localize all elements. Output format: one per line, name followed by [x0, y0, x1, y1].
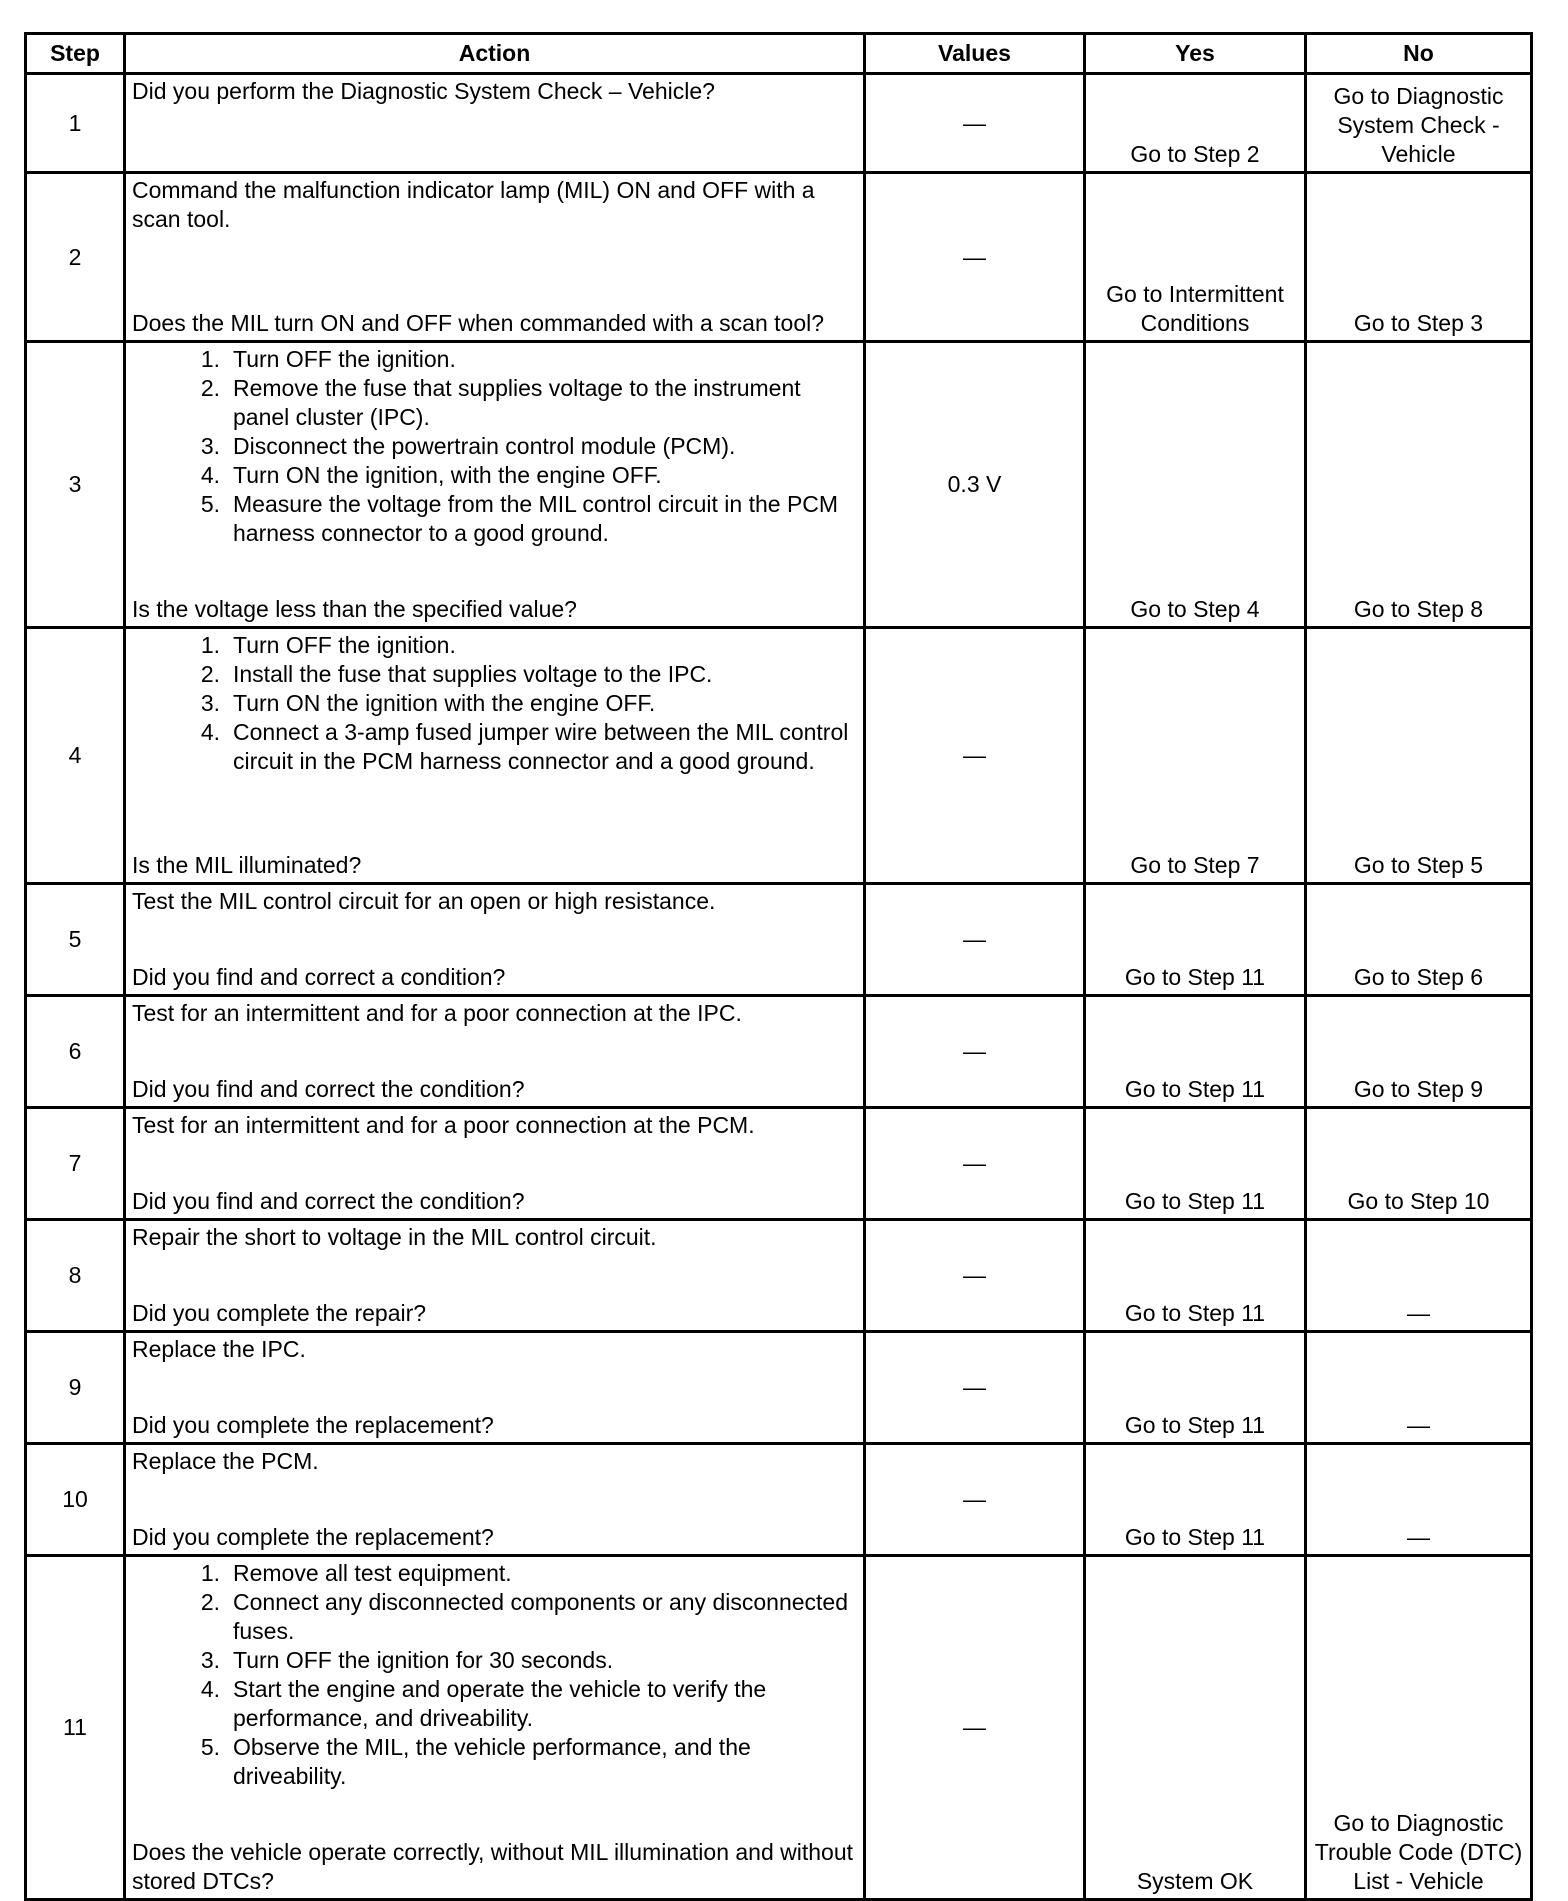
yes-cell: Go to Step 11: [1085, 1444, 1306, 1556]
yes-cell: Go to Step 11: [1085, 1108, 1306, 1220]
value-cell: —: [865, 74, 1085, 173]
no-cell: Go to Step 6: [1306, 884, 1532, 996]
action-intro: Repair the short to voltage in the MIL control circuit.: [132, 1224, 657, 1250]
value-cell: —: [865, 1220, 1085, 1332]
value-cell: —: [865, 1332, 1085, 1444]
no-cell: —: [1306, 1444, 1532, 1556]
procedure-list: [132, 1559, 859, 1791]
step-number: 8: [26, 1220, 125, 1332]
action-intro: Did you perform the Diagnostic System Check – Vehicle?: [132, 78, 715, 104]
action-question: Did you find and correct the condition?: [132, 1188, 525, 1214]
step-number: 1: [26, 74, 125, 173]
yes-cell: Go to Step 2: [1085, 74, 1306, 173]
table-row: [26, 342, 1532, 628]
action-question: Is the MIL illuminated?: [132, 852, 362, 878]
step-number: 2: [26, 173, 125, 342]
no-cell: Go to Step 9: [1306, 996, 1532, 1108]
action-question: Does the vehicle operate correctly, without MIL illumination and without stored DTCs?: [132, 1839, 854, 1894]
procedure-item: 3. Disconnect the powertrain control module (PCM).: [200, 433, 736, 459]
no-cell: Go to Step 8: [1306, 342, 1532, 628]
table-row: [26, 74, 1532, 173]
table-row: [26, 1444, 1532, 1556]
procedure-item: 4. Connect a 3-amp fused jumper wire between the MIL control circuit in the PCM harness connector and a good ground.: [200, 719, 849, 774]
diagnostic-table: [24, 32, 1533, 1901]
value-cell: —: [865, 1556, 1085, 1900]
action-question: Did you find and correct a condition?: [132, 964, 506, 990]
step-number: 5: [26, 884, 125, 996]
yes-cell: Go to Step 11: [1085, 884, 1306, 996]
value-cell: —: [865, 1444, 1085, 1556]
procedure-list: [132, 345, 859, 548]
action-cell: [125, 342, 865, 628]
action-intro: Command the malfunction indicator lamp (MIL) ON and OFF with a scan tool.: [132, 177, 815, 232]
no-cell: Go to Diagnostic Trouble Code (DTC) List - Vehicle: [1306, 1556, 1532, 1900]
action-cell: [125, 996, 865, 1108]
header-values: Values: [865, 34, 1085, 74]
step-number: 3: [26, 342, 125, 628]
header-step: Step: [26, 34, 125, 74]
action-intro: Replace the IPC.: [132, 1336, 306, 1362]
no-cell: Go to Step 3: [1306, 173, 1532, 342]
no-cell: Go to Step 5: [1306, 628, 1532, 884]
action-cell: [125, 1444, 865, 1556]
value-cell: —: [865, 628, 1085, 884]
value-cell: —: [865, 884, 1085, 996]
procedure-item: 2. Remove the fuse that supplies voltage to the instrument panel cluster (IPC).: [200, 375, 801, 430]
table-row: [26, 1556, 1532, 1900]
no-cell: —: [1306, 1220, 1532, 1332]
value-cell: —: [865, 996, 1085, 1108]
action-cell: [125, 1108, 865, 1220]
action-question: Does the MIL turn ON and OFF when commanded with a scan tool?: [132, 310, 825, 336]
no-cell: Go to Diagnostic System Check - Vehicle: [1306, 74, 1532, 173]
action-cell: [125, 1556, 865, 1900]
no-cell: Go to Step 10: [1306, 1108, 1532, 1220]
step-number: 4: [26, 628, 125, 884]
yes-cell: Go to Step 11: [1085, 1332, 1306, 1444]
value-cell: —: [865, 173, 1085, 342]
procedure-item: 3. Turn ON the ignition with the engine OFF.: [200, 690, 656, 716]
table-row: [26, 173, 1532, 342]
yes-cell: Go to Step 11: [1085, 996, 1306, 1108]
action-intro: Replace the PCM.: [132, 1448, 319, 1474]
step-number: 11: [26, 1556, 125, 1900]
procedure-item: 1. Turn OFF the ignition.: [200, 632, 456, 658]
action-question: Did you find and correct the condition?: [132, 1076, 525, 1102]
action-cell: [125, 173, 865, 342]
table-row: [26, 1220, 1532, 1332]
action-intro: Test for an intermittent and for a poor connection at the PCM.: [132, 1112, 755, 1138]
header-no: No: [1306, 34, 1532, 74]
procedure-item: 3. Turn OFF the ignition for 30 seconds.: [200, 1647, 614, 1673]
yes-cell: Go to Intermittent Conditions: [1085, 173, 1306, 342]
value-cell: 0.3 V: [865, 342, 1085, 628]
action-question: Is the voltage less than the specified value?: [132, 596, 577, 622]
action-cell: [125, 74, 865, 173]
header-action: Action: [125, 34, 865, 74]
action-cell: [125, 628, 865, 884]
procedure-item: 2. Install the fuse that supplies voltage to the IPC.: [200, 661, 713, 687]
action-question: Did you complete the replacement?: [132, 1524, 494, 1550]
header-yes: Yes: [1085, 34, 1306, 74]
action-question: Did you complete the replacement?: [132, 1412, 494, 1438]
procedure-item: 5. Observe the MIL, the vehicle performance, and the driveability.: [200, 1734, 751, 1789]
step-number: 6: [26, 996, 125, 1108]
table-row: [26, 1332, 1532, 1444]
procedure-item: 4. Start the engine and operate the vehicle to verify the performance, and driveability.: [200, 1676, 767, 1731]
table-row: [26, 884, 1532, 996]
procedure-item: 4. Turn ON the ignition, with the engine OFF.: [200, 462, 662, 488]
action-question: Did you complete the repair?: [132, 1300, 427, 1326]
step-number: 9: [26, 1332, 125, 1444]
action-cell: [125, 1332, 865, 1444]
value-cell: —: [865, 1108, 1085, 1220]
procedure-item: 5. Measure the voltage from the MIL control circuit in the PCM harness connector to a good ground.: [200, 491, 839, 546]
header-row: [26, 34, 1532, 74]
action-intro: Test for an intermittent and for a poor connection at the IPC.: [132, 1000, 742, 1026]
yes-cell: Go to Step 11: [1085, 1220, 1306, 1332]
table-row: [26, 628, 1532, 884]
procedure-item: 1. Remove all test equipment.: [200, 1560, 512, 1586]
action-cell: [125, 884, 865, 996]
no-cell: —: [1306, 1332, 1532, 1444]
step-number: 10: [26, 1444, 125, 1556]
yes-cell: System OK: [1085, 1556, 1306, 1900]
procedure-item: 2. Connect any disconnected components or any disconnected fuses.: [200, 1589, 849, 1644]
yes-cell: Go to Step 7: [1085, 628, 1306, 884]
table-row: [26, 1108, 1532, 1220]
procedure-list: [132, 631, 859, 776]
action-cell: [125, 1220, 865, 1332]
yes-cell: Go to Step 4: [1085, 342, 1306, 628]
action-intro: Test the MIL control circuit for an open or high resistance.: [132, 888, 716, 914]
table-row: [26, 996, 1532, 1108]
step-number: 7: [26, 1108, 125, 1220]
procedure-item: 1. Turn OFF the ignition.: [200, 346, 456, 372]
